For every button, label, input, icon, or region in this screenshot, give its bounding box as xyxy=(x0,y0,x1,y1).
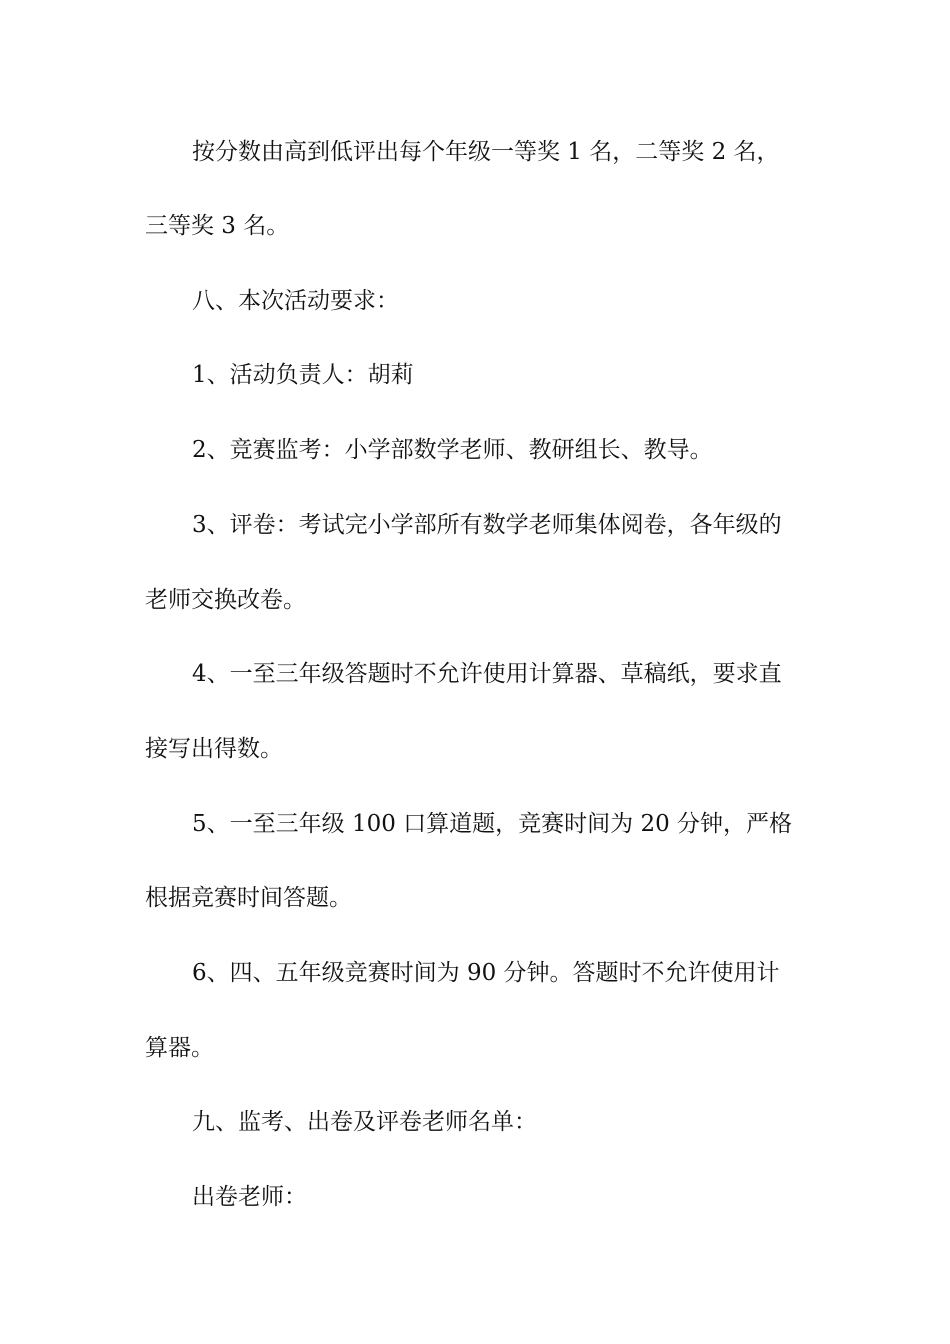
section-heading-requirements: 八、本次活动要求： xyxy=(192,288,399,314)
item-4-rules-line-1: 4、一至三年级答题时不允许使用计算器、草稿纸，要求直 xyxy=(192,661,782,687)
item-6-time-line-2: 算器。 xyxy=(145,1035,214,1061)
section-heading-teacher-list: 九、监考、出卷及评卷老师名单： xyxy=(192,1109,537,1135)
item-3-grading-line-1: 3、评卷：考试完小学部所有数学老师集体阅卷，各年级的 xyxy=(192,512,782,538)
label-exam-setters: 出卷老师： xyxy=(192,1184,307,1210)
paragraph-awards-line-1: 按分数由高到低评出每个年级一等奖 1 名，二等奖 2 名， xyxy=(192,139,780,165)
item-5-time-line-2: 根据竞赛时间答题。 xyxy=(145,885,352,911)
item-3-grading-line-2: 老师交换改卷。 xyxy=(145,587,306,613)
item-1-person-in-charge: 1、活动负责人：胡莉 xyxy=(192,362,414,388)
item-4-rules-line-2: 接写出得数。 xyxy=(145,736,283,762)
item-6-time-line-1: 6、四、五年级竞赛时间为 90 分钟。答题时不允许使用计 xyxy=(192,960,780,986)
item-5-time-line-1: 5、一至三年级 100 口算道题，竞赛时间为 20 分钟，严格 xyxy=(192,811,793,837)
item-2-invigilation: 2、竞赛监考：小学部数学老师、教研组长、教导。 xyxy=(192,437,713,463)
paragraph-awards-line-2: 三等奖 3 名。 xyxy=(145,213,290,239)
